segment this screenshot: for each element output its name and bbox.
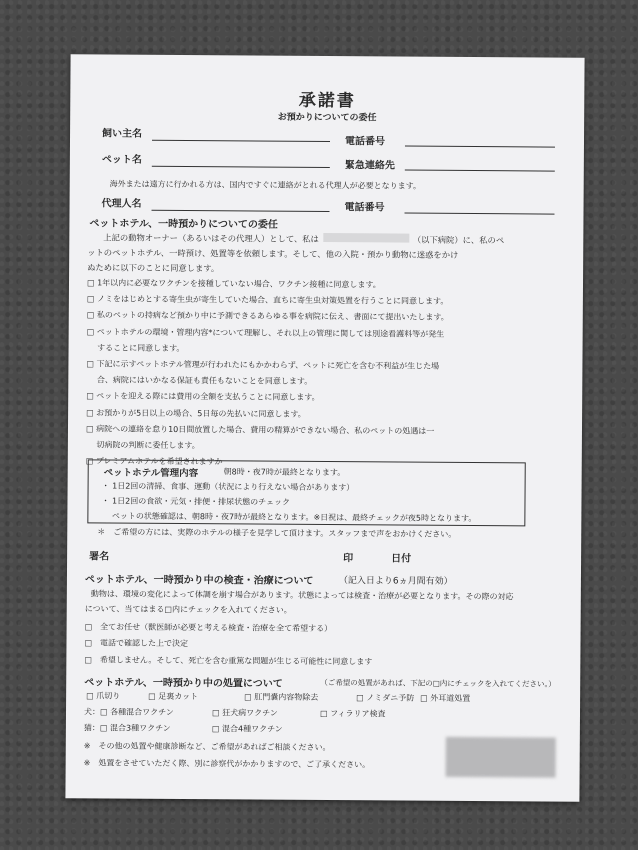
agent-label: 代理人名 [101, 198, 142, 210]
redacted-hospital [323, 233, 409, 243]
emergency-label: 緊急連絡先 [344, 160, 395, 172]
owner-phone-label: 電話番号 [344, 136, 386, 148]
consent-item-liability-cont: 合、病院にはいかなる保証も責任もないことを同意します。 [86, 375, 313, 387]
owner-phone-field[interactable] [405, 146, 555, 148]
consent-item-liability[interactable]: □ 下記に示すペットホテル管理が行われたにもかかわらず、ペットに死亡を含む不利益が生じた場 [86, 359, 440, 371]
form-title: 承諾書 [298, 90, 356, 112]
treatment-anal-gland[interactable]: □ 肛門嚢内容物除去 [244, 692, 319, 702]
dog-combo-vaccine[interactable]: 犬：□ 各種混合ワクチン [83, 707, 174, 717]
consent-item-chronic[interactable]: □ 私のペットの持病など預かり中に予測できるあらゆる事を病院に伝え、書面にて提出いたします。 [86, 310, 449, 323]
section1-intro-line2: ットのペットホテル、一時預け、処置等を依頼します。そして、他の入院・預かり動物に迷惑をかけ [87, 247, 459, 260]
cat-4-vaccine[interactable]: □ 混合4種ワクチン [211, 724, 283, 734]
management-item-cleaning: ・ 1日2回の清掃、食事、運動（状況により行えない場合があります） [101, 481, 355, 493]
management-hours: 朝8時・夜7時が最終となります。 [223, 467, 346, 478]
pet-label: ペット名 [101, 154, 142, 166]
consent-item-management[interactable]: □ ペットホテルの環境・管理内容*について理解し、それ以上の管理に関しては別途看護料等が発生 [86, 326, 445, 339]
consent-item-premium[interactable]: □ プレミアムホテルを希望されますか [85, 456, 223, 467]
section3-title: ペットホテル、一時預かり中の処置について [84, 677, 283, 690]
dog-filaria-test[interactable]: □ フィラリア検査 [319, 708, 386, 719]
consent-form [65, 54, 584, 802]
section2-title: ペットホテル、一時預かり中の検査・治療について [84, 574, 314, 587]
overseas-note: 海外または遠方に行かれる方は、国内ですぐに連絡がとれる代理人が必要となります。 [109, 179, 422, 191]
treatment-flea-tick[interactable]: □ ノミダニ予防 [356, 693, 415, 703]
option-decline[interactable]: □ 希望しません。そして、死亡を含む重篤な問題が生じる可能性に同意します [84, 655, 373, 667]
section3-note: （ご希望の処置があれば、下記の□内にチェックを入れてください。） [320, 677, 556, 689]
cat-3-vaccine[interactable]: 猫：□ 混合3種ワクチン [83, 723, 171, 733]
redacted-stamp [446, 737, 556, 778]
section1-title: ペットホテル、一時預かりについての委任 [89, 218, 278, 231]
emergency-field[interactable] [405, 170, 555, 172]
agent-phone-field[interactable] [404, 213, 554, 215]
management-item-check: ・ 1日2回の食欲・元気・排便・排尿状態のチェック [101, 496, 290, 507]
section1-intro-line3: ぬために以下のことに同意します。 [87, 262, 220, 274]
owner-name-field[interactable] [152, 140, 330, 142]
consent-item-abandon-cont: 切病院の判断に委任します。 [85, 440, 200, 451]
treatment-paw[interactable]: □ 足裏カット [148, 691, 199, 702]
section1-intro-line1: 上記の動物オーナー（あるいはその代理人）として、私は （以下病院）に、私のペ [103, 232, 505, 246]
option-all-treatment[interactable]: □ 全てお任せ（獣医師が必要と考える検査・治療を全て希望する） [84, 622, 333, 634]
section2-validity-note: （記入日より6ヵ月間有効） [338, 576, 453, 587]
consent-item-management-cont: することに同意します。 [86, 343, 185, 353]
dog-rabies-vaccine[interactable]: □ 狂犬病ワクチン [211, 708, 278, 718]
agent-name-field[interactable] [152, 210, 330, 212]
pet-name-field[interactable] [152, 166, 330, 168]
consent-item-payment[interactable]: □ ペットを迎える際には費用の全額を支払うことに同意します。 [86, 391, 320, 403]
treatment-ear[interactable]: □ 外耳道処置 [420, 693, 471, 704]
exam-fee-note: ※ 処置をさせていただく際、別に診察代がかかりますので、ご了承ください。 [83, 758, 371, 770]
signature-label: 署名 [89, 551, 110, 563]
consent-item-vaccine[interactable]: □ 1年以内に必要なワクチンを接種していない場合、ワクチン接種に同意します。 [86, 278, 381, 290]
section2-body-line2: について、当てはまる□内にチェックを入れてください。 [84, 604, 292, 615]
consult-note: ※ その他の処置や健康診断など、ご希望があればご相談ください。 [83, 741, 331, 753]
section2-body-line1: 動物は、環境の変化によって体調を崩す場合があります。状態によっては検査・治療が必要となります。その際の対応 [90, 589, 514, 602]
management-title: ペットホテル管理内容 [103, 467, 199, 480]
management-visit-note: ＊ ご希望の方には、実際のホテルの様子を見学して頂けます。スタッフまで声をおかけください。 [97, 527, 457, 539]
treatment-nail[interactable]: □ 爪切り [86, 691, 121, 701]
option-phone-confirm[interactable]: □ 電話で確認した上で決定 [84, 638, 189, 649]
seal-label: 印 [343, 553, 354, 565]
form-subtitle: お預かりについての委任 [277, 112, 377, 124]
consent-items [86, 275, 449, 472]
consent-item-prepay[interactable]: □ お預かりが5日以上の場合、5日毎の先払いに同意します。 [86, 407, 306, 419]
agent-phone-label: 電話番号 [344, 202, 385, 214]
owner-label: 飼い主名 [102, 128, 143, 140]
consent-item-abandon[interactable]: □ 病院への連絡を怠り10日間放置した場合、費用の精算ができない場合、私のペットの処遇は一 [85, 424, 435, 436]
management-item-status: ペットの状態確認は、朝8時・夜7時が最終となります。※日祝は、最終チェックが夜5時となります。 [101, 511, 477, 524]
date-label: 日付 [391, 553, 412, 565]
consent-item-parasite[interactable]: □ ノミをはじめとする寄生虫が寄生していた場合、直ちに寄生虫対策処置を行うことに同意します。 [86, 294, 449, 307]
